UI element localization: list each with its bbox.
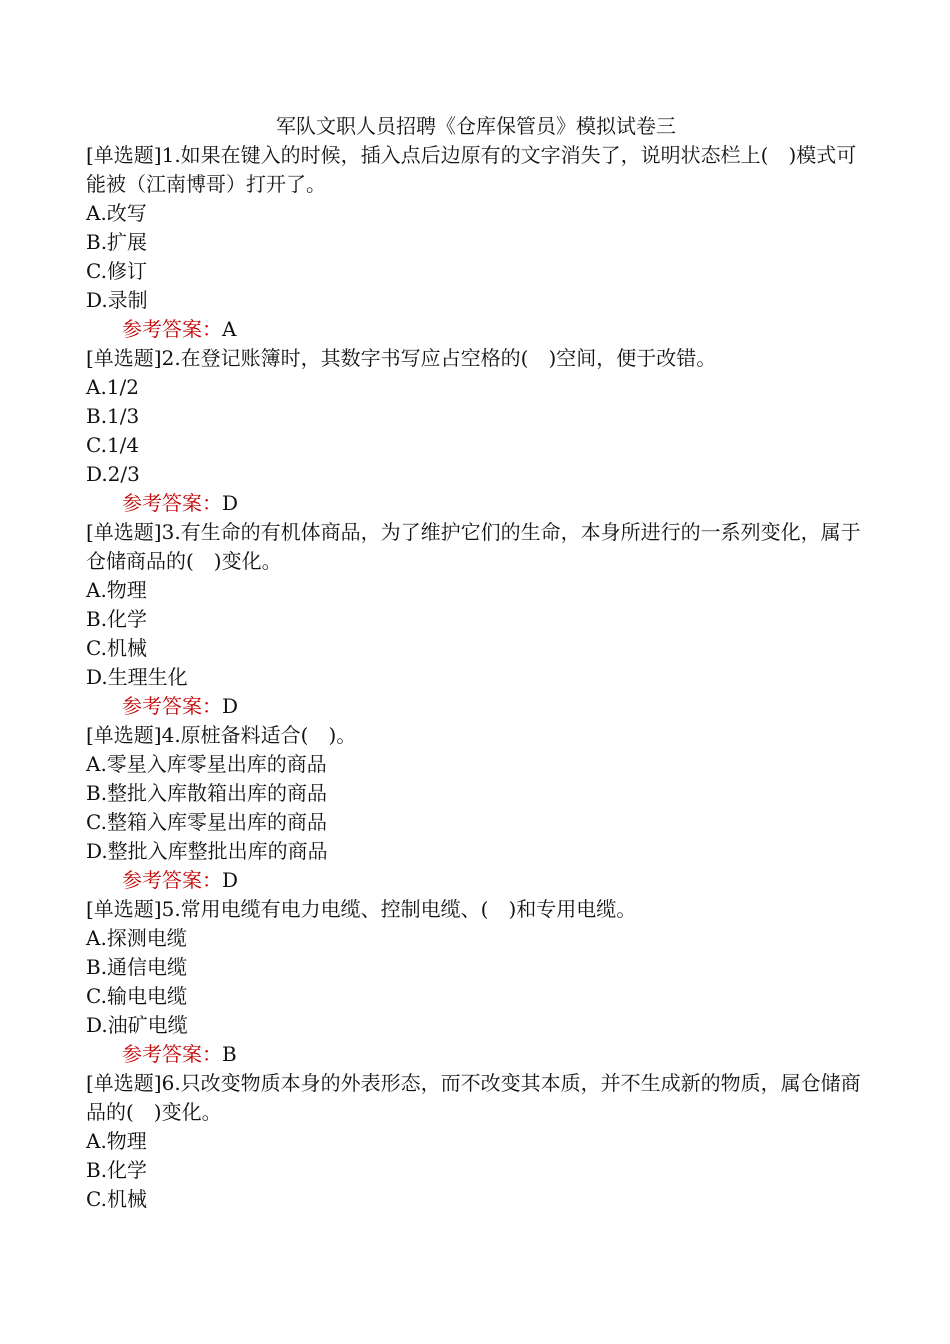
answer-option: A.物理 <box>86 1129 147 1153</box>
answer-option: A.1/2 <box>86 375 139 399</box>
reference-answer <box>86 692 866 721</box>
question-stem: [单选题]5.常用电缆有电力电缆、控制电缆、( )和专用电缆。 <box>86 897 637 921</box>
reference-answer <box>86 866 866 895</box>
question-stem: [单选题]4.原桩备料适合( )。 <box>86 723 357 747</box>
document-title: 军队文职人员招聘《仓库保管员》模拟试卷三 <box>276 114 676 138</box>
answer-option: B.1/3 <box>86 404 140 428</box>
question-stem: [单选题]2.在登记账簿时，其数字书写应占空格的( )空间，便于改错。 <box>86 346 717 370</box>
reference-answer-label: 参考答案： <box>122 1042 222 1066</box>
answer-option: A.物理 <box>86 578 147 602</box>
reference-answer-label: 参考答案： <box>122 694 222 718</box>
document-page <box>86 112 866 1214</box>
answer-option: A.改写 <box>86 201 147 225</box>
reference-answer-label: 参考答案： <box>122 317 222 341</box>
answer-option: C.整箱入库零星出库的商品 <box>86 810 327 834</box>
question-block <box>86 1069 866 1214</box>
reference-answer-value: D <box>222 694 239 718</box>
answer-option: D.录制 <box>86 288 148 312</box>
answer-option: D.油矿电缆 <box>86 1013 188 1037</box>
answer-option: D.生理生化 <box>86 665 188 689</box>
answer-option: B.扩展 <box>86 230 148 254</box>
question-stem: [单选题]6.只改变物质本身的外表形态，而不改变其本质，并不生成新的物质，属仓储商品的( )变化。 <box>86 1071 861 1124</box>
answer-option: A.零星入库零星出库的商品 <box>86 752 327 776</box>
question-block <box>86 344 866 518</box>
reference-answer <box>86 489 866 518</box>
reference-answer-label: 参考答案： <box>122 868 222 892</box>
answer-option: C.机械 <box>86 636 147 660</box>
question-block <box>86 141 866 344</box>
reference-answer-value: B <box>222 1042 237 1066</box>
reference-answer <box>86 1040 866 1069</box>
reference-answer-value: D <box>222 491 239 515</box>
answer-option: C.机械 <box>86 1187 147 1211</box>
question-block <box>86 721 866 895</box>
answer-option: B.通信电缆 <box>86 955 188 979</box>
reference-answer-value: A <box>222 317 237 341</box>
answer-option: D.整批入库整批出库的商品 <box>86 839 328 863</box>
answer-option: C.1/4 <box>86 433 140 457</box>
reference-answer-label: 参考答案： <box>122 491 222 515</box>
question-stem: [单选题]1.如果在键入的时候，插入点后边原有的文字消失了，说明状态栏上( )模式可能被（江南博哥）打开了。 <box>86 143 857 196</box>
answer-option: C.修订 <box>86 259 147 283</box>
question-stem: [单选题]3.有生命的有机体商品，为了维护它们的生命，本身所进行的一系列变化，属于仓储商品的( )变化。 <box>86 520 861 573</box>
answer-option: C.输电电缆 <box>86 984 187 1008</box>
answer-option: B.化学 <box>86 1158 148 1182</box>
question-list <box>86 141 866 1214</box>
question-block <box>86 895 866 1069</box>
reference-answer <box>86 315 866 344</box>
answer-option: A.探测电缆 <box>86 926 187 950</box>
question-block <box>86 518 866 721</box>
answer-option: B.化学 <box>86 607 148 631</box>
reference-answer-value: D <box>222 868 239 892</box>
answer-option: B.整批入库散箱出库的商品 <box>86 781 328 805</box>
answer-option: D.2/3 <box>86 462 140 486</box>
